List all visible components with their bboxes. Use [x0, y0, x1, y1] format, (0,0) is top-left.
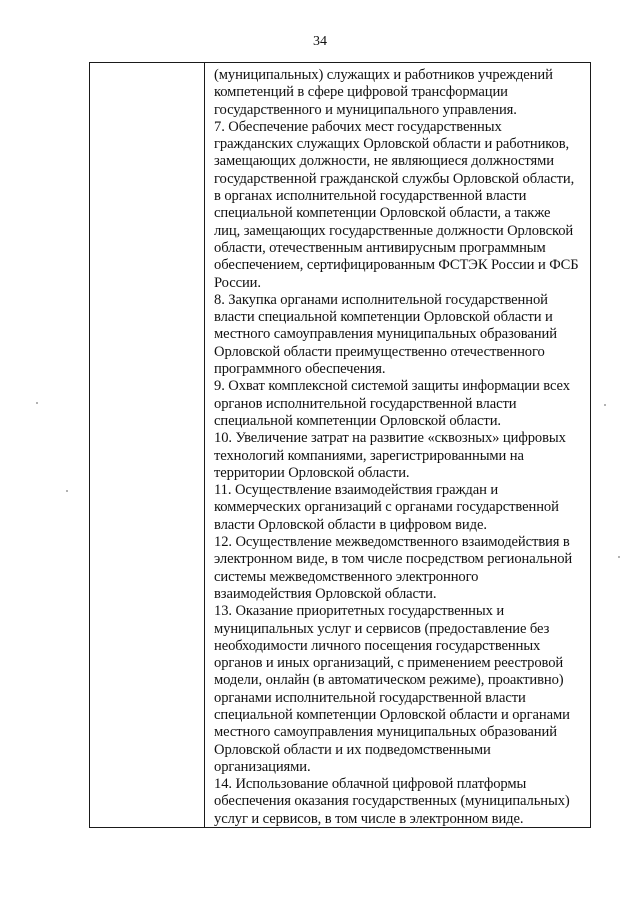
text-line: гражданских служащих Орловской области и работников, — [214, 136, 570, 153]
text-line: специальной компетенции Орловской области, а также — [214, 205, 551, 222]
text-line: специальной компетенции Орловской области и органами — [214, 706, 570, 723]
text-line: Орловской области и их подведомственными — [214, 741, 491, 758]
text-line: необходимости личного посещения государственных — [214, 637, 541, 654]
page-number: 34 — [313, 34, 327, 49]
text-line: взаимодействия Орловской области. — [214, 585, 437, 602]
text-line: власти специальной компетенции Орловской области и — [214, 309, 553, 326]
text-line: лиц, замещающих государственные должности Орловской — [214, 222, 574, 239]
text-line: услуг и сервисов, в том числе в электронном виде. — [214, 810, 524, 827]
scan-speck — [36, 402, 38, 404]
text-line: власти Орловской области в цифровом виде. — [214, 516, 487, 533]
text-line: (муниципальных) служащих и работников учреждений — [214, 67, 553, 83]
text-line: модели, онлайн (в автоматическом режиме), проактивно) — [214, 672, 564, 689]
text-line: организациями. — [214, 758, 311, 775]
text-line: 8. Закупка органами исполнительной государственной — [214, 291, 548, 308]
document-table — [89, 62, 591, 828]
text-line: обеспечением, сертифицированным ФСТЭК России и ФСБ — [214, 257, 579, 274]
text-line: программного обеспечения. — [214, 361, 386, 378]
text-line: органов и иных организаций, с применением реестровой — [214, 655, 564, 672]
text-line: территории Орловской области. — [214, 464, 410, 481]
text-cell — [214, 67, 592, 828]
text-line: 7. Обеспечение рабочих мест государственных — [214, 118, 502, 135]
text-line: 11. Осуществление взаимодействия граждан и — [214, 482, 499, 499]
scan-speck — [66, 490, 68, 492]
text-line: органами исполнительной государственной власти — [214, 689, 526, 706]
text-line: государственной гражданской службы Орловской области, — [214, 170, 575, 187]
scan-speck — [604, 404, 606, 406]
text-line: технологий компаниями, зарегистрированными на — [214, 447, 524, 464]
text-line: замещающих должности, не являющиеся должностями — [214, 153, 554, 170]
column-divider — [204, 63, 205, 827]
text-line: 10. Увеличение затрат на развитие «сквозных» цифровых — [214, 430, 566, 447]
text-line: обеспечения оказания государственных (муниципальных) — [214, 793, 570, 810]
text-line: в органах исполнительной государственной власти — [214, 188, 527, 205]
text-line: России. — [214, 274, 261, 291]
text-line: 12. Осуществление межведомственного взаимодействия в — [214, 534, 570, 551]
text-line: государственного и муниципального управления. — [214, 101, 517, 118]
text-line: муниципальных услуг и сервисов (предоставление без — [214, 620, 550, 637]
scan-speck — [618, 556, 620, 558]
text-line: 13. Оказание приоритетных государственных и — [214, 603, 505, 620]
text-line: 14. Использование облачной цифровой платформы — [214, 776, 527, 793]
text-line: 9. Охват комплексной системой защиты информации всех — [214, 378, 570, 395]
text-line: специальной компетенции Орловской области. — [214, 412, 501, 429]
text-line: области, отечественным антивирусным программным — [214, 239, 546, 256]
text-line: электронном виде, в том числе посредством региональной — [214, 551, 573, 568]
text-line: коммерческих организаций с органами государственной — [214, 499, 559, 516]
text-line: системы межведомственного электронного — [214, 568, 479, 585]
text-line: органов исполнительной государственной власти — [214, 395, 517, 412]
text-line: местного самоуправления муниципальных образований — [214, 326, 557, 343]
text-line: компетенций в сфере цифровой трансформации — [214, 84, 508, 101]
text-line: Орловской области преимущественно отечественного — [214, 343, 545, 360]
text-line: местного самоуправления муниципальных образований — [214, 724, 557, 741]
